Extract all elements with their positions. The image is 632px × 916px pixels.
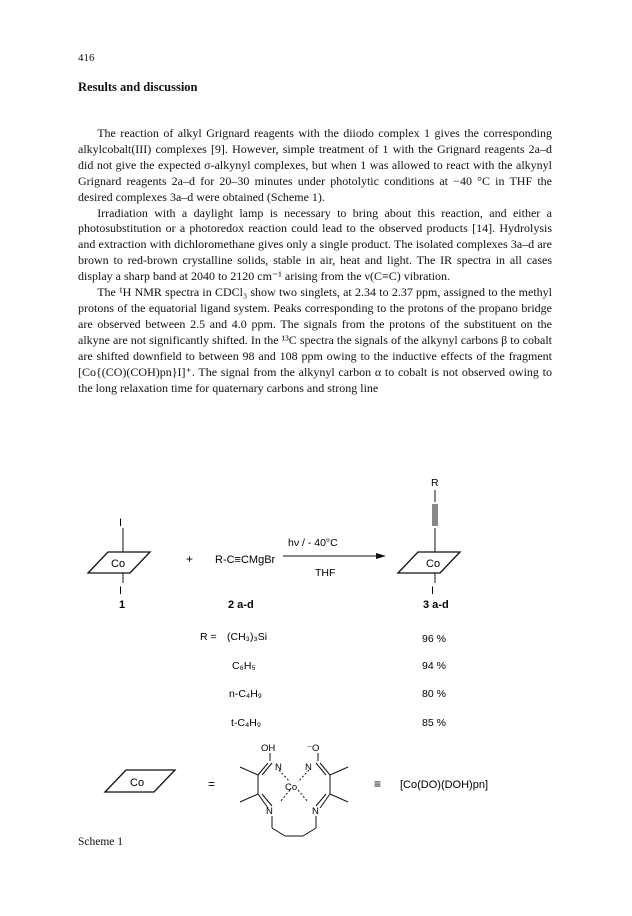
compound-label-2: 2 a-d	[228, 599, 254, 611]
cobalt-label-1: Co	[111, 558, 126, 570]
equiv-sign: ≡	[374, 777, 382, 791]
yield-d: 85 %	[422, 717, 446, 729]
substituent-b: C₆H₅	[232, 660, 256, 672]
reaction-arrow	[283, 537, 386, 579]
substituent-c: n-C₄H₉	[229, 688, 262, 700]
yield-a: 96 %	[422, 633, 446, 645]
substituent-d: t-C₄H₉	[231, 717, 262, 729]
scheme-caption: Scheme 1	[78, 836, 124, 848]
ligand-n-bottom-left: N	[266, 806, 273, 817]
section-heading: Results and discussion	[78, 80, 198, 94]
compound-label-3: 3 a-d	[423, 599, 449, 611]
ligand-n-bottom-right: N	[312, 806, 319, 817]
ligand-structure	[240, 753, 348, 836]
plus-sign: +	[186, 552, 194, 566]
substituent-a: (CH₃)₃Si	[227, 631, 268, 643]
product-substituent: R	[431, 477, 439, 489]
ligand-oh: OH	[261, 743, 276, 754]
substituent-yield-table	[200, 631, 446, 729]
equals-sign: =	[208, 777, 216, 791]
arrow-condition-top: hν / - 40°C	[288, 537, 338, 549]
grignard-reagent: R-C≡CMgBr	[215, 554, 276, 566]
cobalt-label-3: Co	[426, 558, 441, 570]
iodide-top: I	[119, 517, 123, 529]
body-text	[78, 126, 552, 396]
iodide-product: I	[431, 585, 435, 597]
arrow-condition-bottom: THF	[315, 567, 336, 579]
cobalt-label-legend: Co	[130, 777, 145, 789]
page-number: 416	[78, 52, 95, 64]
ligand-legend	[105, 743, 488, 836]
iodide-bottom: I	[119, 585, 123, 597]
reaction-scheme	[0, 470, 632, 870]
r-prefix: R =	[200, 631, 217, 643]
yield-b: 94 %	[422, 660, 446, 672]
paragraph-2: Irradiation with a daylight lamp is necessary to bring about this reaction, and either a photosubstitution or a photoredox reaction could lead to the observed products [14]. Hydrolysis and extraction with dichloromethane gives only a single product. The isolated complexes 3a–d are brown to red-brown crystalline solids, stable in air, heat and light. The IR spectra in all cases display a sharp band at 2040 to 2120 cm⁻¹ arising from the ν(C≡C) vibration.	[78, 205, 552, 284]
paragraph-3: The ¹H NMR spectra in CDCl₃ show two singlets, at 2.34 to 2.37 ppm, assigned to the methyl protons of the equatorial ligand system. Peaks corresponding to the protons of the propano bridge are observed between 2.5 and 4.0 ppm. The signals from the protons of the substituent on the alkyne are not significantly shifted. In the ¹³C spectra the signals of the alkynyl carbons β to cobalt are shifted downfield to between 98 and 108 ppm owing to the inductive effects of the fragment [Co{(CO)(COH)pn}I]⁺. The signal from the alkynyl carbon α to cobalt is not observed owing to the long relaxation time for quaternary carbons and strong line	[78, 285, 552, 395]
compound-label-1: 1	[119, 599, 126, 611]
reactant-complex-1	[88, 517, 150, 611]
paragraph-1: The reaction of alkyl Grignard reagents with the diiodo complex 1 gives the corresponding alkylcobalt(III) complexes [9]. However, simple treatment of 1 with the Grignard reagents 2a–d did not give the expected σ-alkynyl complexes, but when 1 was allowed to react with the alkynyl Grignard reagents 2a–d for 20–30 minutes under photolytic conditions at −40 °C in THF the desired complexes 3a–d were obtained (Scheme 1).	[78, 126, 552, 204]
ligand-o-minus: ⁻O	[307, 743, 320, 754]
ligand-formula: [Co(DO)(DOH)pn]	[400, 779, 489, 791]
ligand-n-top-right: N	[305, 762, 312, 773]
ligand-n-top-left: N	[275, 762, 282, 773]
product-complex-3	[398, 477, 460, 611]
yield-c: 80 %	[422, 688, 446, 700]
ligand-cobalt: Co	[285, 782, 298, 793]
